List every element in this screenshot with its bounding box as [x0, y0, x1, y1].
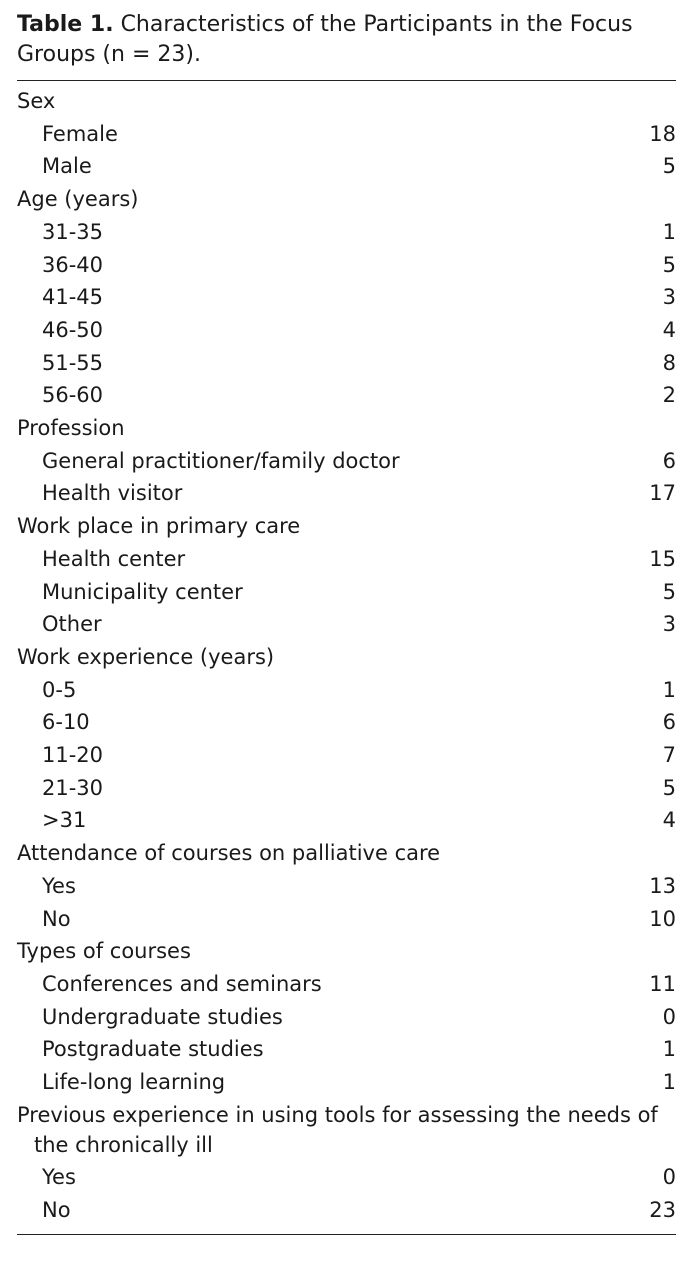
table-row: [17, 870, 676, 903]
row-value: 8: [662, 350, 676, 375]
table-row: [17, 1066, 676, 1099]
row-value: 5: [662, 775, 676, 800]
row-value: 5: [662, 252, 676, 277]
row-value: 6: [662, 710, 676, 735]
row-value: 17: [649, 481, 676, 506]
table-row: [17, 1033, 676, 1066]
table-row: [17, 608, 676, 641]
row-value: 0: [662, 1164, 676, 1189]
row-value: 6: [662, 448, 676, 473]
category-label: Profession: [17, 416, 125, 441]
table-row: [17, 903, 676, 936]
row-label: 11-20: [42, 743, 104, 768]
table-row: [17, 249, 676, 282]
row-label: Health center: [42, 546, 186, 571]
row-label: Female: [42, 121, 118, 146]
table-row: [17, 576, 676, 609]
row-label: No: [42, 906, 71, 931]
row-label: 56-60: [42, 383, 104, 408]
row-label: Conferences and seminars: [42, 971, 322, 996]
category-row: [17, 183, 676, 216]
category-row: [17, 85, 676, 118]
row-label: 46-50: [42, 317, 104, 342]
category-label: Sex: [17, 89, 56, 113]
row-value: 2: [662, 383, 676, 408]
row-value: 5: [662, 154, 676, 179]
table-row: [17, 804, 676, 837]
row-label: Other: [42, 612, 102, 637]
row-value: 1: [662, 677, 676, 702]
row-label: Municipality center: [42, 579, 243, 604]
row-value: 1: [662, 1070, 676, 1095]
row-label: 36-40: [42, 252, 104, 277]
category-row: [17, 510, 676, 543]
bottom-rule: [17, 1234, 676, 1235]
row-value: 1: [662, 219, 676, 244]
row-label: Yes: [42, 1164, 76, 1189]
row-value: 15: [649, 546, 676, 571]
row-value: 11: [649, 971, 676, 996]
row-value: 13: [649, 873, 676, 898]
table-row: [17, 1001, 676, 1034]
row-label: No: [42, 1197, 71, 1222]
row-label: Health visitor: [42, 481, 183, 506]
row-label: >31: [42, 808, 87, 833]
table-row: [17, 543, 676, 576]
row-label: Yes: [42, 873, 76, 898]
row-label: General practitioner/family doctor: [42, 448, 400, 473]
row-label: Postgraduate studies: [42, 1037, 264, 1062]
category-row: [17, 837, 676, 870]
table-body: [17, 81, 676, 1234]
row-label: 51-55: [42, 350, 104, 375]
table-row: [17, 347, 676, 380]
category-label: Work experience (years): [17, 644, 275, 669]
category-label: Types of courses: [17, 939, 191, 964]
row-label: 41-45: [42, 285, 104, 310]
row-label: 21-30: [42, 775, 104, 800]
table-row: [17, 150, 676, 183]
category-row: [17, 412, 676, 445]
row-value: 4: [662, 808, 676, 833]
row-value: 3: [662, 285, 676, 310]
table-row: [17, 1161, 676, 1194]
table-caption-text: Characteristics of the Participants in the Focus Groups (n = 23).: [17, 12, 633, 67]
category-row: [17, 1099, 676, 1161]
category-label: Previous experience in using tools for assessing the needs of the chronically ill: [17, 1102, 658, 1158]
table-row: [17, 739, 676, 772]
row-value: 4: [662, 317, 676, 342]
row-label: Male: [42, 154, 92, 179]
table: [17, 10, 676, 1235]
category-row: [17, 641, 676, 674]
table-row: [17, 968, 676, 1001]
table-caption: [17, 10, 676, 70]
row-value: 1: [662, 1037, 676, 1062]
table-row: [17, 379, 676, 412]
table-row: [17, 674, 676, 707]
row-label: Undergraduate studies: [42, 1004, 283, 1029]
category-row: [17, 935, 676, 968]
row-value: 5: [662, 579, 676, 604]
category-label: Work place in primary care: [17, 514, 301, 539]
row-value: 18: [649, 121, 676, 146]
row-label: 31-35: [42, 219, 104, 244]
table-row: [17, 477, 676, 510]
row-label: 6-10: [42, 710, 90, 735]
table-row: [17, 281, 676, 314]
table-row: [17, 445, 676, 478]
table-row: [17, 772, 676, 805]
row-label: 0-5: [42, 677, 77, 702]
row-label: Life-long learning: [42, 1070, 226, 1095]
table-row: [17, 118, 676, 151]
row-value: 10: [649, 906, 676, 931]
table-row: [17, 314, 676, 347]
table-row: [17, 706, 676, 739]
table-label: Table 1.: [17, 12, 114, 37]
category-label: Age (years): [17, 187, 139, 212]
table-row: [17, 1194, 676, 1227]
row-value: 23: [649, 1197, 676, 1222]
row-value: 3: [662, 612, 676, 637]
category-label: Attendance of courses on palliative care: [17, 841, 441, 866]
row-value: 7: [662, 743, 676, 768]
table-row: [17, 216, 676, 249]
row-value: 0: [662, 1004, 676, 1029]
